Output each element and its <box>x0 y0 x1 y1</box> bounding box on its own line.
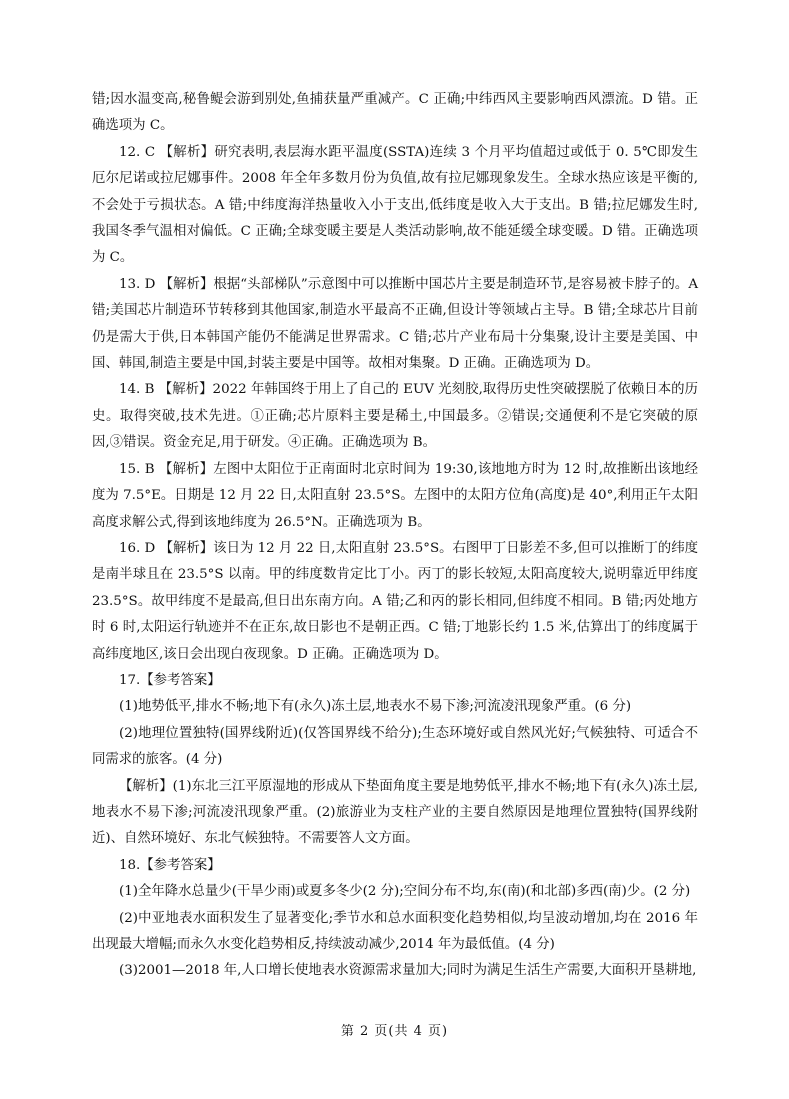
answer-14-explanation: 14. B 【解析】2022 年韩国终于用上了自己的 EUV 光刻胶,取得历史性突破摆脱了依赖日本的历史。取得突破,技术先进。①正确;芯片原料主要是稀土,中国最多。②错误;交通便利不是它突破的原因,③错误。资金充足,用于研发。④正确。正确选项为 B。 <box>92 382 698 451</box>
answer-17-explanation: 【解析】(1)东北三江平原湿地的形成从下垫面角度主要是地势低平,排水不畅;地下有(永久)冻土层,地表水不易下渗;河流凌汛现象严重。(2)旅游业为支柱产业的主要自然原因是地理位置独特(国界线附近)、自然环境好、东北气候独特。不需要答人文方面。 <box>92 778 698 847</box>
answer-13-explanation: 13. D 【解析】根据“头部梯队”示意图中可以推断中国芯片主要是制造环节,是容易被卡脖子的。A 错;美国芯片制造环节转移到其他国家,制造水平最高不正确,但设计等领域占主导。B 错;全球芯片目前仍是需大于供,日本韩国产能仍不能满足世界需求。C 错;芯片产业布局十分集聚,设计主要是美国、中国、韩国,制造主要是中国,封装主要是中国等。故相对集聚。D 正确。正确选项为 D。 <box>92 276 698 372</box>
page-number-label: 第 2 页(共 4 页) <box>340 1024 449 1039</box>
answer-18-part-3: (3)2001—2018 年,人口增长使地表水资源需求量加大;同时为满足生活生产需要,大面积开垦耕地, <box>119 963 697 979</box>
answer-17-part-1: (1)地势低平,排水不畅;地下有(永久)冻土层,地表水不易下渗;河流凌汛现象严重。(6 分) <box>119 699 632 715</box>
answer-12-explanation: 12. C 【解析】研究表明,表层海水距平温度(SSTA)连续 3 个月平均值超过或低于 0. 5℃即发生厄尔尼诺或拉尼娜事件。2008 年全年多数月份为负值,故有拉尼娜现象发生。全球水热应该是平衡的,不会处于亏损状态。A 错;中纬度海洋热量收入小于支出,低纬度是收入大于支出。B 错;拉尼娜发生时,我国冬季气温相对偏低。C 正确;全球变暖主要是人类活动影响,故不能延缓全球变暖。D 错。正确选项为 C。 <box>92 144 698 266</box>
answer-17-heading: 17.【参考答案】 <box>119 672 221 688</box>
answer-17-part-2: (2)地理位置独特(国界线附近)(仅答国界线不给分);生态环境好或自然风光好;气候独特、可适合不同需求的旅客。(4 分) <box>92 725 698 768</box>
document-body <box>92 87 698 985</box>
answer-18-part-1: (1)全年降水总量少(干旱少雨)或夏多冬少(2 分);空间分布不均,东(南)(和北部)多西(南)少。(2 分) <box>119 884 691 900</box>
answer-16-explanation: 16. D 【解析】该日为 12 月 22 日,太阳直射 23.5°S。右图甲丁日影差不多,但可以推断丁的纬度是南半球且在 23.5°S 以南。甲的纬度数肯定比丁小。丙丁的影长较短,太阳高度较大,说明靠近甲纬度 23.5°S。故甲纬度不是最高,但日出东南方向。A 错;乙和丙的影长相同,但纬度不相同。B 错;丙处地方时 6 时,太阳运行轨迹并不在正东,故日影也不是朝正西。C 错;丁地影长约 1.5 米,估算出丁的纬度属于高纬度地区,该日会出现白夜现象。D 正确。正确选项为 D。 <box>92 540 698 662</box>
answer-18-part-2: (2)中亚地表水面积发生了显著变化;季节水和总水面积变化趋势相似,均呈波动增加,均在 2016 年出现最大增幅;而永久水变化趋势相反,持续波动减少,2014 年为最低值。(4 分) <box>92 910 698 952</box>
answer-15-explanation: 15. B 【解析】左图中太阳位于正南面时北京时间为 19:30,该地地方时为 12 时,故推断出该地经度为 7.5°E。日期是 12 月 22 日,太阳直射 23.5°S。左图中的太阳方位角(高度)是 40°,利用正午太阳高度求解公式,得到该地纬度为 26.5°N。正确选项为 B。 <box>92 461 698 530</box>
answer-18-heading: 18.【参考答案】 <box>119 857 221 873</box>
page-footer <box>0 1020 789 1039</box>
paragraph-continuation: 错;因水温变高,秘鲁鳀会游到别处,鱼捕获量严重减产。C 正确;中纬西风主要影响西风漂流。D 错。正确选项为 C。 <box>92 92 698 134</box>
